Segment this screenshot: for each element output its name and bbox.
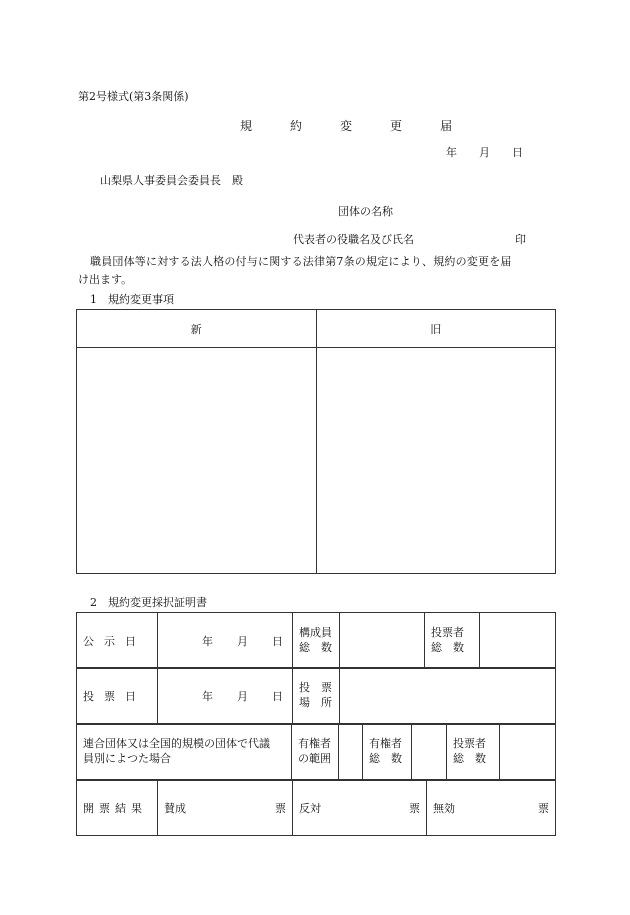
certificate-row-results — [76, 779, 556, 836]
certificate-row-announce — [76, 612, 556, 669]
eligible-total-value[interactable] — [412, 724, 447, 781]
announce-date-cell[interactable]: 年 月 日 — [158, 613, 293, 669]
seal-mark: 印 — [515, 233, 526, 246]
result-label: 開票結果 — [77, 780, 158, 836]
vote-day-label: 投票日 — [77, 668, 158, 725]
col-new-header: 新 — [77, 310, 317, 348]
vote-date-cell[interactable]: 年 月 日 — [158, 668, 293, 725]
federation-label: 連合団体又は全国的規模の団体で代議 員別によつた場合 — [77, 724, 292, 781]
voters-total-b-label: 投票者 総 数 — [447, 724, 500, 781]
date-month: 月 — [479, 146, 490, 159]
voters-total-label: 投票者 総 数 — [425, 613, 480, 669]
members-total-value[interactable] — [340, 613, 425, 669]
addressee: 山梨県人事委員会委員長 殿 — [100, 174, 243, 187]
vote-place-label: 投 票 場 所 — [293, 668, 340, 725]
change-items-table — [76, 309, 556, 574]
date-year: 年 — [446, 146, 457, 159]
eligible-range-label: 有権者 の範囲 — [292, 724, 339, 781]
certificate-row-federation — [76, 723, 556, 781]
invalid-cell[interactable]: 無効 票 — [427, 780, 556, 836]
document-title — [240, 119, 452, 135]
submission-date — [446, 146, 523, 160]
title-char: 届 — [440, 119, 453, 133]
old-content-cell[interactable] — [316, 348, 556, 574]
for-cell[interactable]: 賛成 票 — [158, 780, 293, 836]
title-char: 約 — [290, 119, 303, 133]
eligible-total-label: 有権者 総 数 — [363, 724, 412, 781]
title-char: 規 — [240, 119, 253, 133]
col-old-header: 旧 — [316, 310, 556, 348]
org-name-label: 団体の名称 — [338, 205, 393, 218]
body-text-line1: 職員団体等に対する法人格の付与に関する法律第7条の規定により、規約の変更を届 — [90, 255, 512, 268]
against-cell[interactable]: 反対 票 — [293, 780, 427, 836]
section1-heading: 1 規約変更事項 — [90, 293, 174, 306]
representative-label: 代表者の役職名及び氏名 — [293, 233, 414, 246]
voters-total-b-value[interactable] — [500, 724, 556, 781]
new-content-cell[interactable] — [77, 348, 317, 574]
body-text-line2: け出ます。 — [78, 273, 133, 286]
eligible-range-value[interactable] — [339, 724, 363, 781]
date-day: 日 — [512, 146, 523, 159]
vote-place-value[interactable] — [340, 668, 556, 725]
title-char: 変 — [340, 119, 353, 133]
title-char: 更 — [390, 119, 403, 133]
announce-day-label: 公示日 — [77, 613, 158, 669]
members-total-label: 構成員 総 数 — [293, 613, 340, 669]
certificate-row-vote — [76, 667, 556, 725]
form-reference: 第2号様式(第3条関係) — [78, 90, 189, 103]
section2-heading: 2 規約変更採択証明書 — [90, 596, 207, 609]
voters-total-value[interactable] — [480, 613, 556, 669]
